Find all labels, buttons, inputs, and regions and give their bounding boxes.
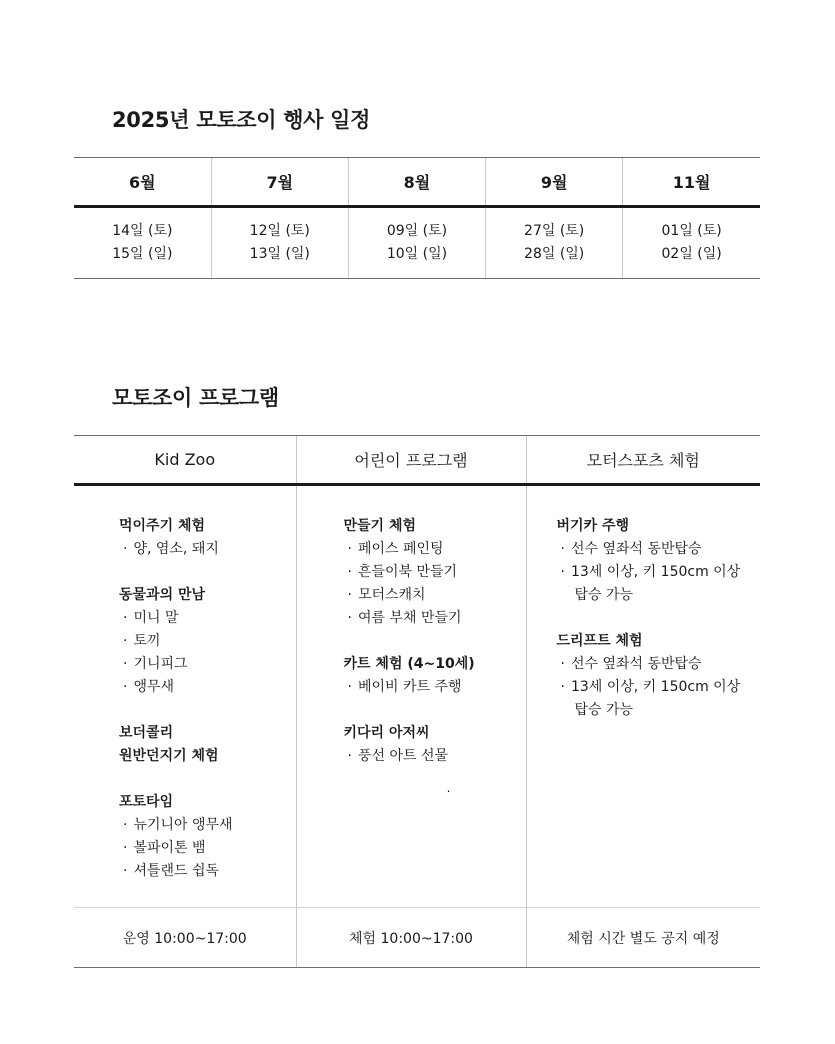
dates-june bbox=[74, 207, 211, 279]
bullet: · bbox=[560, 656, 565, 672]
item-continuation: 탑승 가능 bbox=[574, 702, 634, 718]
item-text: 기니피그 bbox=[133, 656, 188, 672]
month-august: 8월 bbox=[348, 158, 485, 207]
item-text: 뉴기니아 앵무새 bbox=[133, 817, 233, 833]
program-group bbox=[119, 584, 296, 699]
item-text: 볼파이톤 뱀 bbox=[133, 840, 206, 856]
bullet: · bbox=[123, 679, 128, 695]
schedule-header-row bbox=[74, 158, 760, 207]
program-group bbox=[119, 722, 296, 768]
bullet: · bbox=[347, 610, 352, 626]
program-group bbox=[119, 791, 296, 883]
program-group bbox=[119, 515, 296, 561]
list-item bbox=[344, 676, 526, 699]
group-title: 버기카 주행 bbox=[556, 518, 629, 534]
event-date: 02일 (일) bbox=[661, 246, 722, 262]
motorsport-hours: 체험 시간 별도 공지 예정 bbox=[526, 908, 760, 968]
list-item bbox=[344, 607, 526, 630]
group-title: 먹이주기 체험 bbox=[119, 518, 206, 534]
bullet: · bbox=[560, 564, 565, 580]
item-text: 13세 이상, 키 150cm 이상 bbox=[570, 564, 741, 580]
bullet: · bbox=[347, 679, 352, 695]
group-title: 보더콜리 bbox=[119, 725, 174, 741]
item-text: 흔들이북 만들기 bbox=[357, 564, 458, 580]
item-text: 토끼 bbox=[133, 633, 161, 649]
item-continuation: 탑승 가능 bbox=[574, 587, 634, 603]
item-text: 셔틀랜드 쉽독 bbox=[133, 863, 220, 879]
program-group bbox=[344, 653, 526, 699]
bullet: · bbox=[347, 748, 352, 764]
program-header-kidzoo: Kid Zoo bbox=[74, 436, 296, 485]
motorsport-column bbox=[526, 485, 760, 908]
item-text: 양, 염소, 돼지 bbox=[133, 541, 219, 557]
event-date: 10일 (일) bbox=[386, 246, 448, 262]
event-date: 15일 (일) bbox=[112, 246, 173, 262]
kids-program-hours: 체험 10:00~17:00 bbox=[296, 908, 526, 968]
program-title: 모토조이 프로그램 bbox=[112, 386, 279, 410]
program-group bbox=[557, 630, 761, 722]
list-item bbox=[119, 607, 296, 630]
event-date: 12일 (토) bbox=[249, 223, 310, 239]
schedule-title: 2025년 모토조이 행사 일정 bbox=[112, 108, 371, 132]
list-item bbox=[344, 561, 526, 584]
item-text: 베이비 카트 주행 bbox=[357, 679, 462, 695]
list-item bbox=[557, 676, 761, 699]
list-item bbox=[119, 860, 296, 883]
bullet: · bbox=[347, 587, 352, 603]
program-header-motorsport: 모터스포츠 체험 bbox=[526, 436, 760, 485]
group-title: 카트 체험 (4~10세) bbox=[343, 656, 475, 672]
list-item bbox=[119, 814, 296, 837]
item-text: 모터스캐치 bbox=[357, 587, 426, 603]
bullet: · bbox=[560, 541, 565, 557]
schedule-table bbox=[74, 157, 760, 279]
month-september: 9월 bbox=[486, 158, 623, 207]
month-july: 7월 bbox=[211, 158, 348, 207]
program-footer-row bbox=[74, 908, 760, 968]
group-title: 동물과의 만남 bbox=[119, 587, 206, 603]
group-title: 포토타임 bbox=[119, 794, 174, 810]
bullet: · bbox=[123, 863, 128, 879]
list-item bbox=[344, 538, 526, 561]
list-item bbox=[119, 676, 296, 699]
kids-program-column bbox=[296, 485, 526, 908]
list-item bbox=[119, 653, 296, 676]
stray-mark: . bbox=[446, 781, 451, 795]
program-header-kids: 어린이 프로그램 bbox=[296, 436, 526, 485]
program-table bbox=[74, 435, 760, 968]
group-title: 키다리 아저씨 bbox=[343, 725, 430, 741]
dates-july bbox=[211, 207, 348, 279]
bullet: · bbox=[347, 541, 352, 557]
bullet: · bbox=[123, 817, 128, 833]
program-group bbox=[344, 722, 526, 768]
bullet: · bbox=[123, 656, 128, 672]
item-text: 앵무새 bbox=[133, 679, 175, 695]
group-title: 만들기 체험 bbox=[343, 518, 416, 534]
item-text: 선수 옆좌석 동반탑승 bbox=[570, 541, 702, 557]
bullet: · bbox=[123, 633, 128, 649]
item-text: 풍선 아트 선물 bbox=[357, 748, 448, 764]
month-june: 6월 bbox=[74, 158, 211, 207]
list-item bbox=[119, 837, 296, 860]
event-date: 01일 (토) bbox=[661, 223, 722, 239]
list-item bbox=[557, 653, 761, 676]
item-text: 13세 이상, 키 150cm 이상 bbox=[570, 679, 741, 695]
month-november: 11월 bbox=[623, 158, 760, 207]
item-text: 선수 옆좌석 동반탑승 bbox=[570, 656, 702, 672]
item-text: 페이스 페인팅 bbox=[357, 541, 444, 557]
item-text: 미니 말 bbox=[133, 610, 179, 626]
event-date: 28일 (일) bbox=[524, 246, 585, 262]
list-item bbox=[344, 745, 526, 768]
bullet: · bbox=[560, 679, 565, 695]
bullet: · bbox=[123, 610, 128, 626]
program-group bbox=[557, 515, 761, 607]
event-date: 14일 (토) bbox=[112, 223, 173, 239]
list-item bbox=[344, 584, 526, 607]
bullet: · bbox=[347, 564, 352, 580]
program-group bbox=[344, 515, 526, 630]
list-item bbox=[119, 538, 296, 561]
bullet: · bbox=[123, 541, 128, 557]
dates-november bbox=[623, 207, 760, 279]
bullet: · bbox=[123, 840, 128, 856]
event-date: 13일 (일) bbox=[249, 246, 310, 262]
program-header-row bbox=[74, 436, 760, 485]
schedule-dates-row bbox=[74, 207, 760, 279]
kidzoo-column bbox=[74, 485, 296, 908]
program-content-row bbox=[74, 485, 760, 908]
event-date: 27일 (토) bbox=[524, 223, 585, 239]
dates-august bbox=[348, 207, 485, 279]
list-item bbox=[557, 538, 761, 561]
item-text: 여름 부채 만들기 bbox=[357, 610, 462, 626]
dates-september bbox=[486, 207, 623, 279]
list-item bbox=[557, 561, 761, 584]
kidzoo-hours: 운영 10:00~17:00 bbox=[74, 908, 296, 968]
group-title: 드리프트 체험 bbox=[556, 633, 643, 649]
group-title-line2: 원반던지기 체험 bbox=[119, 748, 219, 764]
event-date: 09일 (토) bbox=[386, 223, 448, 239]
list-item bbox=[119, 630, 296, 653]
